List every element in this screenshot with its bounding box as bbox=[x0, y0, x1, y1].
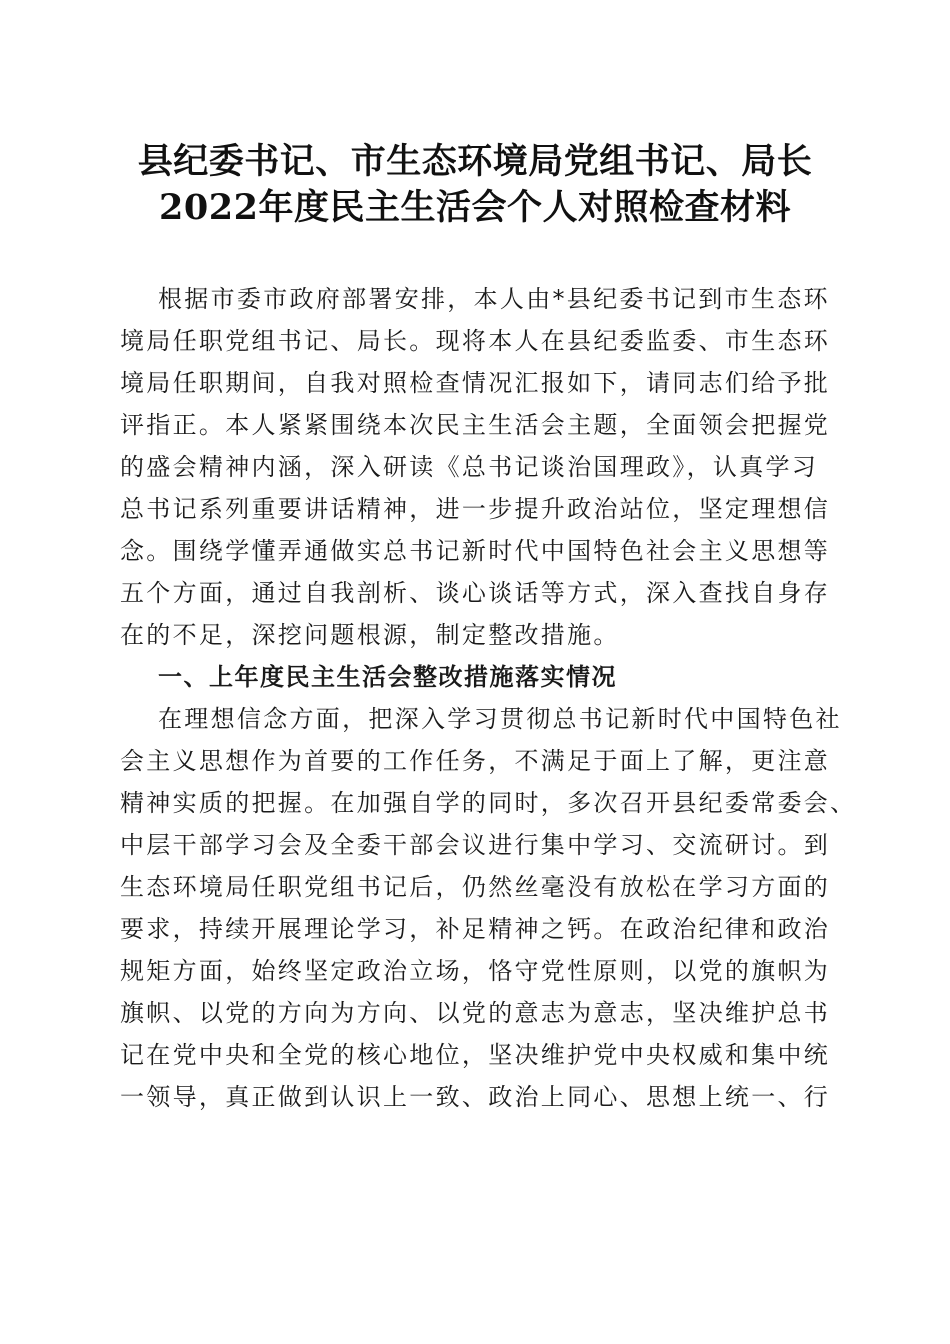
text-line: 旗帜、以党的方向为方向、以党的意志为意志，坚决维护总书 bbox=[120, 999, 831, 1027]
text-line: 总书记系列重要讲话精神，进一步提升政治站位，坚定理想信 bbox=[120, 495, 831, 523]
section-heading: 一、上年度民主生活会整改措施落实情况 bbox=[158, 663, 617, 691]
text-line: 记在党中央和全党的核心地位，坚决维护党中央权威和集中统 bbox=[120, 1041, 831, 1069]
text-line: 的盛会精神内涵，深入研读《总书记谈治国理政》，认真学习 bbox=[120, 453, 819, 481]
text-line: 一领导，真正做到认识上一致、政治上同心、思想上统一、行 bbox=[120, 1083, 831, 1111]
text-line: 会主义思想作为首要的工作任务，不满足于面上了解，更注意 bbox=[120, 747, 831, 775]
document-title-line-2: 2022年度民主生活会个人对照检查材料 bbox=[159, 187, 791, 228]
text-line: 在理想信念方面，把深入学习贯彻总书记新时代中国特色社 bbox=[158, 705, 842, 733]
text-line: 中层干部学习会及全委干部会议进行集中学习、交流研讨。到 bbox=[120, 831, 831, 859]
text-line: 在的不足，深挖问题根源，制定整改措施。 bbox=[120, 621, 620, 649]
text-line: 规矩方面，始终坚定政治立场，恪守党性原则，以党的旗帜为 bbox=[120, 957, 831, 985]
text-line: 要求，持续开展理论学习，补足精神之钙。在政治纪律和政治 bbox=[120, 915, 831, 943]
text-line: 评指正。本人紧紧围绕本次民主生活会主题，全面领会把握党 bbox=[120, 411, 831, 439]
text-line: 根据市委市政府部署安排，本人由*县纪委书记到市生态环 bbox=[158, 285, 830, 313]
text-line: 境局任职期间，自我对照检查情况汇报如下，请同志们给予批 bbox=[120, 369, 831, 397]
text-line: 精神实质的把握。在加强自学的同时，多次召开县纪委常委会、 bbox=[120, 789, 857, 817]
text-line: 念。围绕学懂弄通做实总书记新时代中国特色社会主义思想等 bbox=[120, 537, 831, 565]
text-line: 生态环境局任职党组书记后，仍然丝毫没有放松在学习方面的 bbox=[120, 873, 831, 901]
text-line: 境局任职党组书记、局长。现将本人在县纪委监委、市生态环 bbox=[120, 327, 831, 355]
text-line: 五个方面，通过自我剖析、谈心谈话等方式，深入查找自身存 bbox=[120, 579, 831, 607]
document-title-line-1: 县纪委书记、市生态环境局党组书记、局长 bbox=[137, 141, 813, 182]
